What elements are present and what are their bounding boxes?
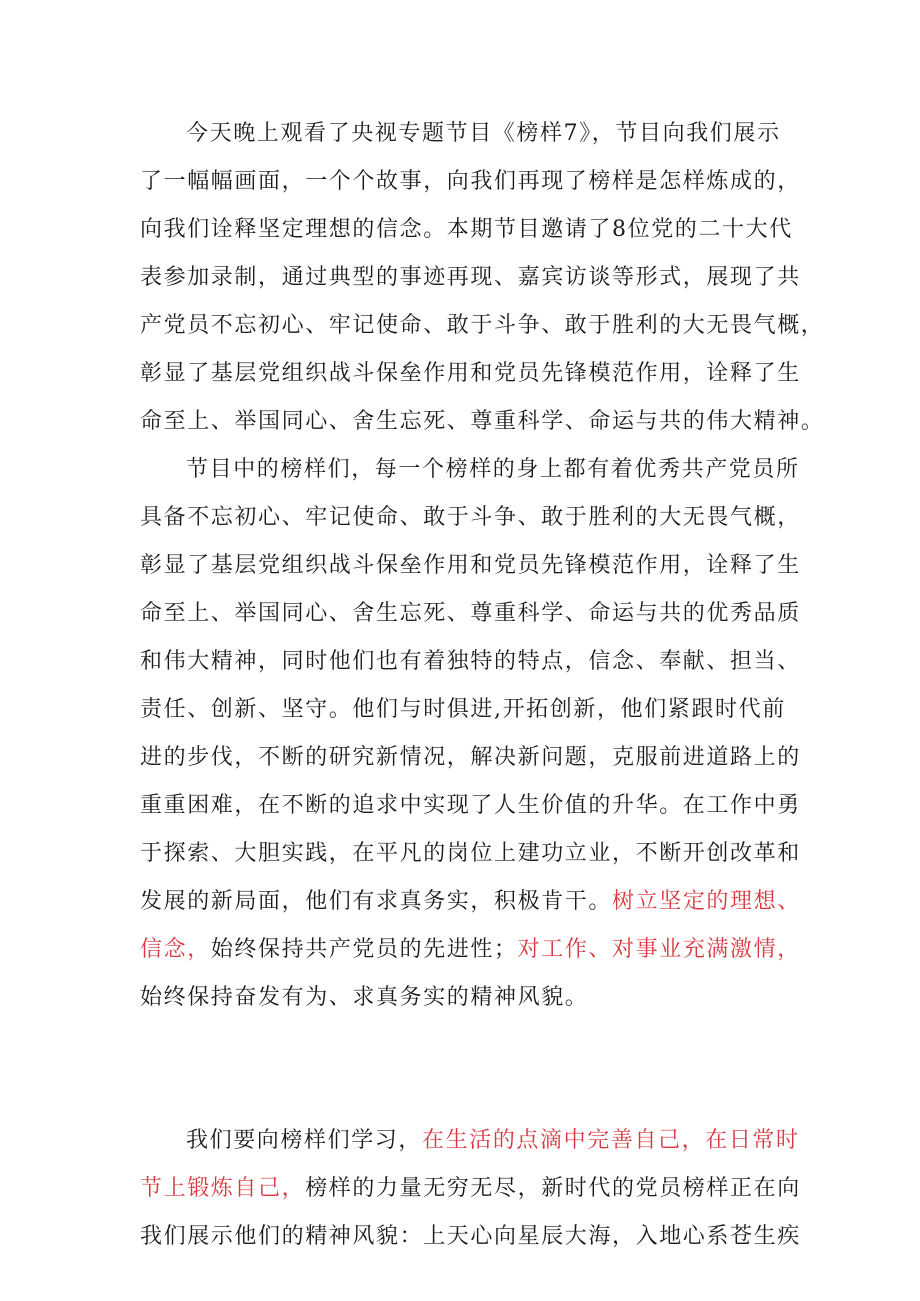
text-line: [140, 686, 800, 734]
text-line: [140, 734, 800, 782]
text-line: [140, 398, 825, 446]
highlighted-text: 信念，: [140, 937, 211, 962]
text-segment: 彰显了基层党组织战斗保垒作用和党员先锋模范作用，诠释了生: [140, 553, 801, 578]
text-segment: 责任、创新、坚守。他们与时俱进,开拓创新，他们紧跟时代前: [140, 697, 786, 722]
text-line: [140, 782, 800, 830]
highlighted-text: 在生活的点滴中完善自己，在日常时: [422, 1128, 800, 1153]
text-segment: 向我们诠释坚定理想的信念。本期节目邀请了8位党的二十大代: [140, 217, 793, 242]
text-segment: 进的步伐，不断的研究新情况，解决新问题，克服前进道路上的: [140, 745, 801, 770]
paragraph-2: [140, 446, 800, 1022]
text-line: [140, 110, 800, 158]
paragraph-1: [140, 110, 825, 446]
text-segment: 始终保持共产党员的先进性；: [210, 937, 518, 962]
text-segment: 发展的新局面，他们有求真务实，积极肯干。: [140, 889, 613, 914]
text-line: [140, 1117, 800, 1165]
text-segment: 表参加录制，通过典型的事迹再现、嘉宾访谈等形式，展现了共: [140, 265, 801, 290]
text-line: [140, 974, 800, 1022]
text-segment: 始终保持奋发有为、求真务实的精神风貌。: [140, 985, 589, 1010]
text-line: [140, 1165, 800, 1213]
text-segment: 命至上、举国同心、舍生忘死、尊重科学、命运与共的优秀品质: [140, 601, 801, 626]
text-line: [140, 158, 800, 206]
text-segment: 彰显了基层党组织战斗保垒作用和党员先锋模范作用，诠释了生: [140, 361, 801, 386]
text-segment: 重重困难，在不断的追求中实现了人生价值的升华。在工作中勇: [140, 793, 801, 818]
text-line: [140, 830, 800, 878]
text-segment: 节目中的榜样们，每一个榜样的身上都有着优秀共产党员所: [186, 457, 800, 482]
text-segment: 于探索、大胆实践，在平凡的岗位上建功立业，不断开创改革和: [140, 841, 801, 866]
text-line: [140, 926, 800, 974]
text-line: [140, 446, 800, 494]
text-line: [140, 494, 800, 542]
highlighted-text: 对工作、对事业充满激情，: [517, 937, 801, 962]
highlighted-text: 树立坚定的理想、: [612, 889, 801, 914]
paragraph-3: [140, 1117, 800, 1261]
text-line: [140, 254, 800, 302]
text-segment: 今天晚上观看了央视专题节目《榜样7》，节目向我们展示: [186, 121, 781, 146]
text-line: [140, 590, 800, 638]
text-segment: 具备不忘初心、牢记使命、敢于斗争、敢于胜利的大无畏气概，: [140, 505, 801, 530]
text-line: [140, 350, 800, 398]
text-segment: 我们要向榜样们学习，: [186, 1128, 423, 1153]
text-line: [140, 302, 825, 350]
text-segment: 产党员不忘初心、牢记使命、敢于斗争、敢于胜利的大无畏气概，: [140, 313, 825, 338]
text-line: [140, 878, 800, 926]
text-segment: 命至上、举国同心、舍生忘死、尊重科学、命运与共的伟大精神。: [140, 409, 825, 434]
text-segment: 榜样的力量无穷无尽，新时代的党员榜样正在向: [305, 1176, 801, 1201]
text-line: [140, 206, 800, 254]
text-segment: 我们展示他们的精神风貌：上天心向星辰大海，入地心系苍生疾: [140, 1224, 801, 1249]
text-line: [140, 638, 800, 686]
text-segment: 和伟大精神，同时他们也有着独特的特点，信念、奉献、担当、: [140, 649, 801, 674]
highlighted-text: 节上锻炼自己，: [140, 1176, 306, 1201]
text-segment: 了一幅幅画面，一个个故事，向我们再现了榜样是怎样炼成的，: [140, 169, 801, 194]
text-line: [140, 1213, 800, 1261]
text-line: [140, 542, 800, 590]
